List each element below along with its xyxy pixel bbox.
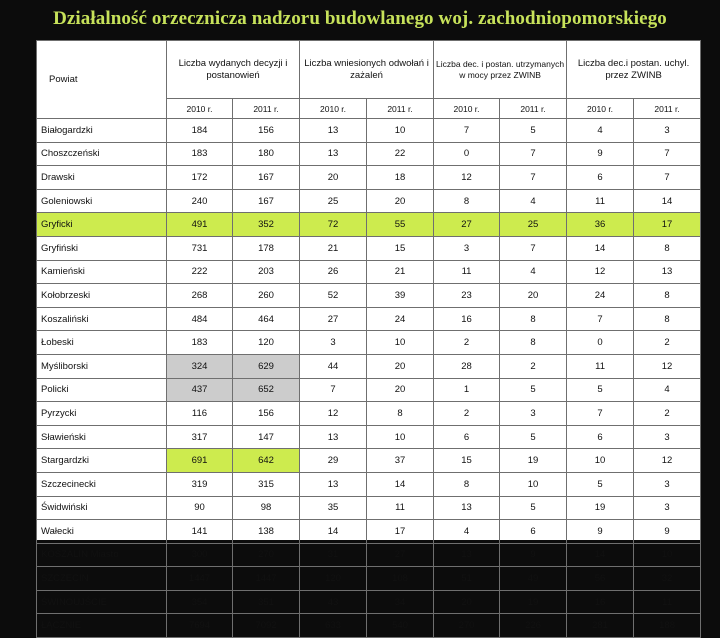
value-cell: 120 <box>233 331 300 355</box>
value-cell: 5 <box>567 378 634 402</box>
powiat-name-cell: Gryficki <box>37 213 167 237</box>
value-cell: 7 <box>567 307 634 331</box>
value-cell: 26 <box>300 260 367 284</box>
value-cell: 20 <box>434 590 500 614</box>
value-cell: 12 <box>567 260 634 284</box>
value-cell: 240 <box>167 189 233 213</box>
value-cell: 17 <box>634 213 701 237</box>
value-cell: 14 <box>634 189 701 213</box>
powiat-name-cell: SZCZECIN <box>37 567 167 591</box>
value-cell: 14 <box>300 520 367 544</box>
value-cell: 156 <box>233 402 300 426</box>
powiat-name-cell: ŚWINOUJŚCIE <box>37 590 167 614</box>
value-cell: 642 <box>233 449 300 473</box>
value-cell: 184 <box>167 119 233 143</box>
table-row <box>37 378 701 402</box>
value-cell: 14 <box>367 472 434 496</box>
value-cell: 22 <box>367 142 434 166</box>
value-cell: 13 <box>300 472 367 496</box>
value-cell: 21 <box>300 236 367 260</box>
year-header: 2010 r. <box>167 99 233 119</box>
powiat-name-cell: Świdwiński <box>37 496 167 520</box>
value-cell: 156 <box>233 119 300 143</box>
value-cell: 0 <box>434 142 500 166</box>
year-header: 2010 r. <box>567 99 634 119</box>
value-cell: 180 <box>233 142 300 166</box>
powiat-name-cell: Drawski <box>37 166 167 190</box>
value-cell: 19 <box>500 590 567 614</box>
value-cell: 11 <box>567 189 634 213</box>
powiat-name-cell: KOSZALIN Miasto <box>37 543 167 567</box>
value-cell: 23 <box>434 284 500 308</box>
value-cell: 72 <box>300 213 367 237</box>
value-cell: 9 <box>567 142 634 166</box>
value-cell: 188 <box>634 614 701 638</box>
table-row <box>37 307 701 331</box>
value-cell: 7 <box>634 166 701 190</box>
year-header: 2010 r. <box>434 99 500 119</box>
year-header: 2011 r. <box>367 99 434 119</box>
value-cell: 8 <box>367 402 434 426</box>
table-row <box>37 496 701 520</box>
value-cell: 178 <box>233 236 300 260</box>
value-cell: 24 <box>567 284 634 308</box>
value-cell: 10 <box>367 331 434 355</box>
table-row <box>37 331 701 355</box>
table-row <box>37 142 701 166</box>
value-cell: 7092 <box>233 614 300 638</box>
value-cell: 20 <box>300 166 367 190</box>
value-cell: 17 <box>367 520 434 544</box>
table-row <box>37 472 701 496</box>
value-cell: 4 <box>634 378 701 402</box>
value-cell: 108 <box>367 567 434 591</box>
value-cell: 49 <box>500 567 567 591</box>
value-cell: 36 <box>567 213 634 237</box>
value-cell: 731 <box>167 236 233 260</box>
powiat-name-cell: Gryfiński <box>37 236 167 260</box>
value-cell: 7 <box>567 402 634 426</box>
value-cell: 20 <box>367 354 434 378</box>
value-cell: 9 <box>634 520 701 544</box>
value-cell: 7 <box>500 166 567 190</box>
value-cell: 13 <box>434 543 500 567</box>
powiat-name-cell: Pyrzycki <box>37 402 167 426</box>
value-cell: 300 <box>167 543 233 567</box>
value-cell: 629 <box>233 354 300 378</box>
value-cell: 3 <box>634 425 701 449</box>
value-cell: 10 <box>634 543 701 567</box>
value-cell: 20 <box>500 284 567 308</box>
value-cell: 464 <box>233 307 300 331</box>
value-cell: 319 <box>167 472 233 496</box>
value-cell: 32 <box>634 567 701 591</box>
value-cell: 14 <box>567 543 634 567</box>
value-cell: 116 <box>167 402 233 426</box>
powiat-name-cell: Goleniowski <box>37 189 167 213</box>
value-cell: 4 <box>434 520 500 544</box>
powiat-name-cell: Stargardzki <box>37 449 167 473</box>
value-cell: 39 <box>367 284 434 308</box>
value-cell: 31 <box>300 543 367 567</box>
value-cell: 11 <box>367 496 434 520</box>
value-cell: 7 <box>300 378 367 402</box>
value-cell: 16 <box>567 590 634 614</box>
powiat-name-cell: Policki <box>37 378 167 402</box>
value-cell: 3 <box>434 236 500 260</box>
value-cell: 226 <box>500 614 567 638</box>
table-row <box>37 213 701 237</box>
value-cell: 14 <box>567 236 634 260</box>
value-cell: 13 <box>300 425 367 449</box>
value-cell: 20 <box>367 378 434 402</box>
value-cell: 691 <box>167 449 233 473</box>
value-cell: 7 <box>434 119 500 143</box>
value-cell: 25 <box>300 189 367 213</box>
value-cell: 13 <box>634 260 701 284</box>
value-cell: 317 <box>167 425 233 449</box>
value-cell: 35 <box>300 496 367 520</box>
value-cell: 27 <box>367 543 434 567</box>
value-cell: 52 <box>300 284 367 308</box>
table-row <box>37 425 701 449</box>
year-header: 2011 r. <box>233 99 300 119</box>
value-cell: 354 <box>167 590 233 614</box>
value-cell: 11 <box>567 354 634 378</box>
group-header-row <box>37 41 701 99</box>
value-cell: 4 <box>567 119 634 143</box>
value-cell: 56 <box>567 567 634 591</box>
value-cell: 2 <box>634 331 701 355</box>
value-cell: 2 <box>434 402 500 426</box>
year-header: 2011 r. <box>634 99 701 119</box>
powiat-name-cell: Sławieński <box>37 425 167 449</box>
value-cell: 315 <box>233 472 300 496</box>
value-cell: 10 <box>567 449 634 473</box>
value-cell: 28 <box>434 354 500 378</box>
value-cell: 6 <box>434 425 500 449</box>
value-cell: 8 <box>434 472 500 496</box>
value-cell: 0 <box>567 331 634 355</box>
value-cell: 3 <box>300 331 367 355</box>
value-cell: 167 <box>233 189 300 213</box>
value-cell: 7694 <box>167 614 233 638</box>
value-cell: 8 <box>500 307 567 331</box>
table-row <box>37 354 701 378</box>
table-row <box>37 189 701 213</box>
value-cell: 652 <box>233 378 300 402</box>
value-cell: 270 <box>434 614 500 638</box>
value-cell: 11 <box>634 590 701 614</box>
rulings-table <box>36 40 701 638</box>
value-cell: 7 <box>500 236 567 260</box>
value-cell: 5 <box>500 496 567 520</box>
value-cell: 352 <box>233 213 300 237</box>
table-row <box>37 236 701 260</box>
table-row <box>37 567 701 591</box>
powiat-name-cell: Myśliborski <box>37 354 167 378</box>
year-header: 2011 r. <box>500 99 567 119</box>
table-row <box>37 590 701 614</box>
value-cell: 16 <box>434 307 500 331</box>
table-row <box>37 614 701 638</box>
powiat-name-cell: Choszczeński <box>37 142 167 166</box>
value-cell: 167 <box>233 166 300 190</box>
value-cell: 3 <box>634 496 701 520</box>
value-cell: 18 <box>367 166 434 190</box>
value-cell: 20 <box>367 189 434 213</box>
value-cell: 6 <box>567 425 634 449</box>
value-cell: 270 <box>233 543 300 567</box>
value-cell: 5 <box>500 119 567 143</box>
value-cell: 1 <box>434 378 500 402</box>
value-cell: 281 <box>567 614 634 638</box>
value-cell: 98 <box>233 496 300 520</box>
powiat-name-cell: ŁĄCZNIE <box>37 614 167 638</box>
value-cell: 34 <box>367 590 434 614</box>
value-cell: 183 <box>167 142 233 166</box>
value-cell: 8 <box>434 189 500 213</box>
value-cell: 10 <box>500 472 567 496</box>
value-cell: 491 <box>167 213 233 237</box>
value-cell: 2 <box>500 354 567 378</box>
powiat-name-cell: Kamieński <box>37 260 167 284</box>
value-cell: 13 <box>434 496 500 520</box>
value-cell: 3 <box>500 402 567 426</box>
value-cell: 12 <box>434 166 500 190</box>
powiat-name-cell: Kołobrzeski <box>37 284 167 308</box>
value-cell: 44 <box>300 354 367 378</box>
value-cell: 351 <box>233 590 300 614</box>
value-cell: 27 <box>300 307 367 331</box>
value-cell: 11 <box>434 260 500 284</box>
value-cell: 15 <box>434 449 500 473</box>
value-cell: 540 <box>367 614 434 638</box>
value-cell: 10 <box>367 425 434 449</box>
powiat-name-cell: Szczecinecki <box>37 472 167 496</box>
value-cell: 8 <box>634 284 701 308</box>
value-cell: 43 <box>300 590 367 614</box>
value-cell: 268 <box>167 284 233 308</box>
value-cell: 3 <box>634 119 701 143</box>
powiat-name-cell: Białogardzki <box>37 119 167 143</box>
value-cell: 222 <box>167 260 233 284</box>
value-cell: 3 <box>634 472 701 496</box>
value-cell: 9 <box>500 543 567 567</box>
table-row <box>37 166 701 190</box>
value-cell: 4 <box>500 189 567 213</box>
value-cell: 6 <box>500 520 567 544</box>
value-cell: 37 <box>367 449 434 473</box>
value-cell: 90 <box>167 496 233 520</box>
value-cell: 13 <box>300 142 367 166</box>
value-cell: 5 <box>500 378 567 402</box>
value-cell: 147 <box>233 425 300 449</box>
value-cell: 324 <box>167 354 233 378</box>
value-cell: 8 <box>634 236 701 260</box>
powiat-name-cell: Koszaliński <box>37 307 167 331</box>
table-body <box>37 119 701 638</box>
table-row <box>37 402 701 426</box>
value-cell: 183 <box>167 331 233 355</box>
year-header: 2010 r. <box>300 99 367 119</box>
value-cell: 203 <box>233 260 300 284</box>
value-cell: 1447 <box>233 567 300 591</box>
value-cell: 12 <box>634 354 701 378</box>
value-cell: 141 <box>167 520 233 544</box>
value-cell: 8 <box>500 331 567 355</box>
value-cell: 2 <box>434 331 500 355</box>
value-cell: 7 <box>634 142 701 166</box>
value-cell: 9 <box>567 520 634 544</box>
value-cell: 27 <box>434 213 500 237</box>
value-cell: 21 <box>367 260 434 284</box>
value-cell: 138 <box>233 520 300 544</box>
value-cell: 12 <box>300 402 367 426</box>
powiat-header: Powiat <box>37 41 167 119</box>
group-header: Liczba wydanych decyzji i postanowień <box>167 41 300 99</box>
group-header: Liczba dec.i postan. uchyl. przez ZWINB <box>567 41 701 99</box>
value-cell: 5 <box>567 472 634 496</box>
data-sheet <box>36 40 700 632</box>
value-cell: 484 <box>167 307 233 331</box>
value-cell: 19 <box>500 449 567 473</box>
value-cell: 172 <box>167 166 233 190</box>
value-cell: 19 <box>567 496 634 520</box>
value-cell: 12 <box>634 449 701 473</box>
value-cell: 437 <box>167 378 233 402</box>
value-cell: 2 <box>634 402 701 426</box>
group-header: Liczba dec. i postan. utrzymanych w mocy przez ZWINB <box>434 41 567 99</box>
value-cell: 24 <box>367 307 434 331</box>
value-cell: 8 <box>634 307 701 331</box>
value-cell: 6 <box>567 166 634 190</box>
value-cell: 29 <box>300 449 367 473</box>
value-cell: 120 <box>300 567 367 591</box>
table-row <box>37 284 701 308</box>
page-title: Działalność orzecznicza nadzoru budowlanego woj. zachodniopomorskiego <box>53 8 667 29</box>
value-cell: 260 <box>233 284 300 308</box>
group-header: Liczba wniesionych odwołań i zażaleń <box>300 41 434 99</box>
value-cell: 13 <box>300 119 367 143</box>
value-cell: 5 <box>500 425 567 449</box>
value-cell: 10 <box>367 119 434 143</box>
powiat-name-cell: Łobeski <box>37 331 167 355</box>
table-row <box>37 260 701 284</box>
value-cell: 1447 <box>167 567 233 591</box>
value-cell: 51 <box>434 567 500 591</box>
value-cell: 25 <box>500 213 567 237</box>
value-cell: 55 <box>367 213 434 237</box>
value-cell: 15 <box>367 236 434 260</box>
table-row <box>37 543 701 567</box>
table-row <box>37 119 701 143</box>
value-cell: 4 <box>500 260 567 284</box>
value-cell: 633 <box>300 614 367 638</box>
value-cell: 7 <box>500 142 567 166</box>
powiat-name-cell: Wałecki <box>37 520 167 544</box>
table-row <box>37 449 701 473</box>
